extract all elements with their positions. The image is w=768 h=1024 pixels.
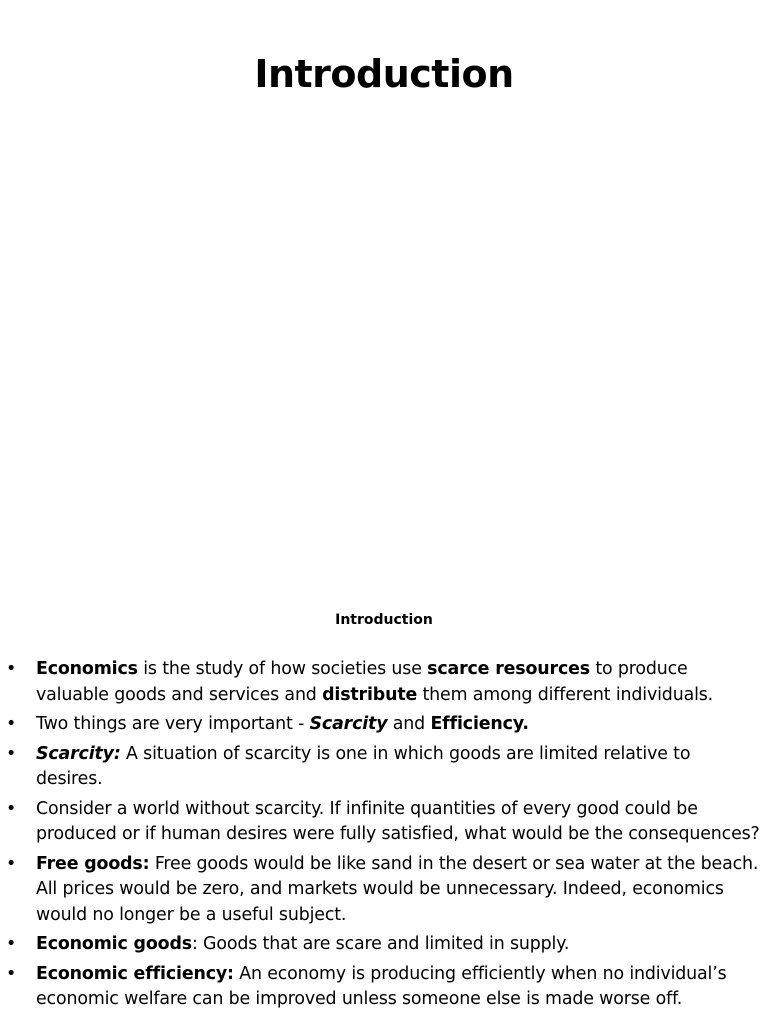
bullet-text: Free goods would be like sand in the desert or sea water at the beach. All prices would be zero, and markets would be unnecessary. Indeed, economics would no longer be a useful subject.: [36, 853, 759, 925]
term-scarcity: Scarcity: [309, 714, 388, 734]
slide-title: Introduction: [254, 52, 514, 96]
bullet-dot: •: [6, 659, 17, 679]
term-scarcity-label: Scarcity:: [36, 743, 121, 764]
term-scarce-resources: scarce resources: [427, 659, 590, 679]
term-economics: Economics: [36, 659, 138, 679]
bullet-dot: •: [6, 714, 17, 734]
bullet-economics-definition: [0, 657, 768, 708]
bullet-text: An economy is producing efficiently when no individual’s economic welfare can be improved unless someone else is made worse off.: [36, 963, 727, 1009]
bullet-text: to produce valuable goods and services and: [36, 659, 688, 705]
section-heading: Introduction: [335, 612, 433, 628]
bullet-dot: •: [6, 963, 17, 984]
term-distribute: distribute: [322, 684, 418, 705]
bullet-text: is the study of how societies use: [137, 659, 428, 679]
bullet-text: Consider a world without scarcity. If infinite quantities of every good could be produced or if human desires were fully satisfied, what would be the consequences?: [36, 798, 760, 844]
bullet-free-goods: [0, 852, 768, 929]
bullet-text: Two things are very important -: [36, 714, 310, 734]
bullet-text: : Goods that are scare and limited in supply.: [191, 934, 570, 954]
bullet-text: A situation of scarcity is one in which goods are limited relative to desires.: [36, 743, 691, 789]
term-efficiency: Efficiency.: [430, 714, 529, 734]
term-economic-efficiency: Economic efficiency:: [36, 963, 234, 984]
bullet-text: them among different individuals.: [417, 684, 714, 705]
bullet-world-without-scarcity: [0, 797, 768, 848]
bullet-economic-goods: [0, 932, 768, 958]
bullet-text: and: [387, 714, 431, 734]
bullet-dot: •: [6, 798, 17, 819]
bullet-two-things: [0, 712, 768, 738]
bullet-dot: •: [6, 743, 17, 764]
term-economic-goods: Economic goods: [36, 934, 192, 954]
bullet-list: [0, 657, 768, 1017]
term-free-goods: Free goods:: [36, 853, 150, 874]
bullet-dot: •: [6, 934, 17, 954]
bullet-economic-efficiency: [0, 962, 768, 1013]
bullet-scarcity: [0, 742, 768, 793]
bullet-dot: •: [6, 853, 17, 874]
